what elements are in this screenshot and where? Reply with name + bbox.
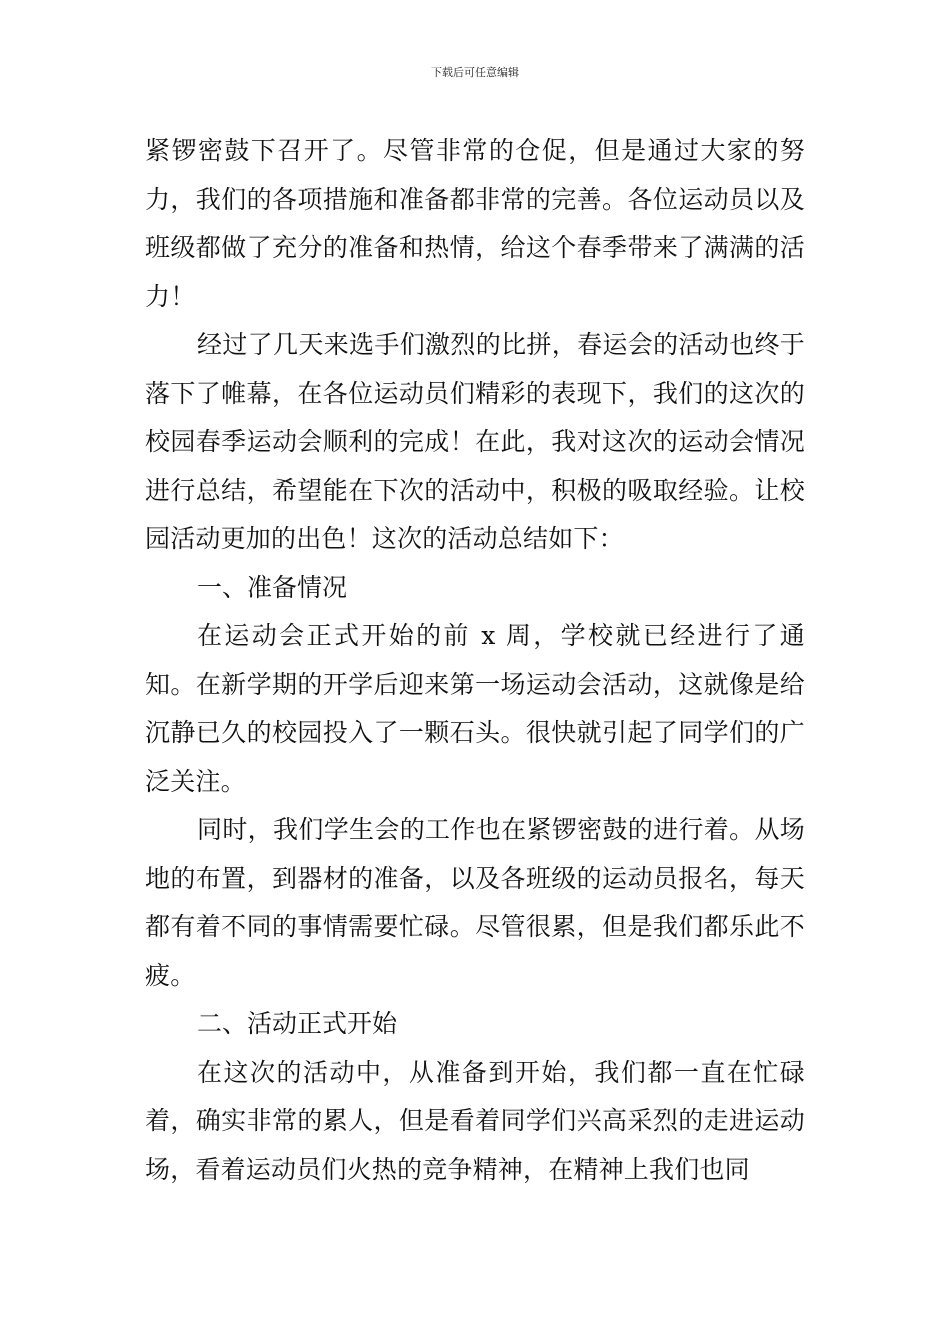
- page-header: 下载后可任意编辑: [431, 66, 519, 79]
- paragraph-continuation: 紧锣密鼓下召开了。尽管非常的仓促，但是通过大家的努力，我们的各项措施和准备都非常的完善。各位运动员以及班级都做了充分的准备和热情，给这个春季带来了满满的活力！: [145, 136, 805, 311]
- paragraph-activity: 在这次的活动中，从准备到开始，我们都一直在忙碌着，确实非常的累人，但是看着同学们兴高采烈的走进运动场，看着运动员们火热的竞争精神，在精神上我们也同: [145, 1057, 805, 1184]
- paragraph-student-union: 同时，我们学生会的工作也在紧锣密鼓的进行着。从场地的布置，到器材的准备，以及各班级的运动员报名，每天都有着不同的事情需要忙碌。尽管很累，但是我们都乐此不疲。: [145, 815, 805, 990]
- paragraph-notice: 在运动会正式开始的前 x 周，学校就已经进行了通知。在新学期的开学后迎来第一场运动会活动，这就像是给沉静已久的校园投入了一颗石头。很快就引起了同学们的广泛关注。: [145, 621, 805, 796]
- paragraph-intro: 经过了几天来选手们激烈的比拼，春运会的活动也终于落下了帷幕，在各位运动员们精彩的表现下，我们的这次的校园春季运动会顺利的完成！在此，我对这次的运动会情况进行总结，希望能在下次的活动中，积极的吸取经验。让校园活动更加的出色！这次的活动总结如下：: [145, 330, 805, 553]
- document-body: [145, 127, 805, 1194]
- section-heading-preparation: 一、准备情况: [197, 572, 348, 602]
- section-heading-start: 二、活动正式开始: [197, 1009, 398, 1038]
